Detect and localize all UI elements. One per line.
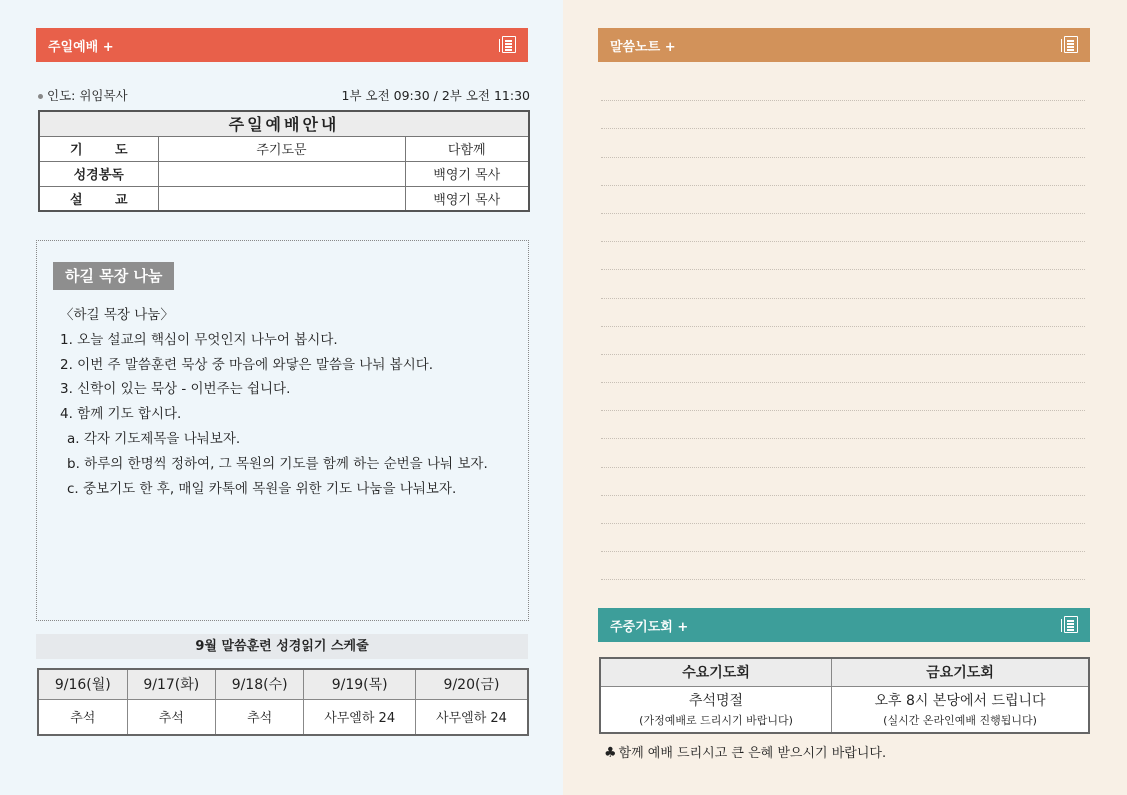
table-row bbox=[39, 186, 529, 211]
table-row bbox=[38, 699, 528, 735]
prayer-main-text: 오후 8시 본당에서 드립니다 bbox=[874, 693, 1046, 710]
group-sharing-tag: 하길 목장 나눔 bbox=[53, 262, 174, 290]
schedule-reading: 추석 bbox=[215, 699, 303, 735]
table-row bbox=[600, 658, 1089, 686]
sermon-notes-title: 말씀노트 + bbox=[610, 39, 676, 55]
service-info bbox=[38, 86, 530, 104]
note-line bbox=[601, 383, 1085, 411]
note-line bbox=[601, 158, 1085, 186]
note-line bbox=[601, 186, 1085, 214]
order-label: 성경봉독 bbox=[39, 161, 158, 186]
note-line bbox=[601, 299, 1085, 327]
order-content bbox=[158, 186, 405, 211]
leader-text: 인도: 위임목사 bbox=[47, 88, 128, 103]
service-times: 1부 오전 09:30 / 2부 오전 11:30 bbox=[341, 88, 530, 103]
order-label: 기 도 bbox=[39, 136, 158, 161]
schedule-title: 9월 말씀훈련 성경읽기 스케줄 bbox=[36, 634, 528, 659]
prayer-column-header: 금요기도회 bbox=[832, 658, 1089, 686]
table-row bbox=[600, 686, 1089, 733]
schedule-day: 9/19(목) bbox=[304, 669, 416, 699]
order-person: 백영기 목사 bbox=[405, 186, 529, 211]
order-label: 설 교 bbox=[39, 186, 158, 211]
list-item: 4. 함께 기도 합시다. bbox=[60, 406, 182, 423]
note-line bbox=[601, 327, 1085, 355]
note-line bbox=[601, 101, 1085, 129]
prayer-column-header: 수요기도회 bbox=[600, 658, 832, 686]
order-person: 다함께 bbox=[405, 136, 529, 161]
note-line bbox=[601, 214, 1085, 242]
schedule-day: 9/20(금) bbox=[416, 669, 529, 699]
list-item: b. 하루의 한명씩 정하여, 그 목원의 기도를 함께 하는 순번을 나눠 보자. bbox=[67, 455, 488, 472]
sunday-worship-title: 주일예배 + bbox=[48, 39, 114, 55]
list-item: 1. 오늘 설교의 핵심이 무엇인지 나누어 봅시다. bbox=[60, 331, 338, 348]
note-line bbox=[601, 242, 1085, 270]
closing-text: 함께 예배 드리시고 큰 은혜 받으시기 바랍니다. bbox=[618, 746, 887, 761]
weekday-prayer-title: 주중기도회 + bbox=[610, 619, 689, 635]
note-line bbox=[601, 129, 1085, 157]
note-line bbox=[601, 270, 1085, 298]
prayer-meeting-table bbox=[599, 657, 1090, 734]
note-line bbox=[601, 439, 1085, 467]
note-line bbox=[601, 73, 1085, 101]
table-row bbox=[39, 161, 529, 186]
prayer-main-text: 추석명절 bbox=[688, 693, 744, 710]
note-line bbox=[601, 468, 1085, 496]
list-item: 〈하길 목장 나눔〉 bbox=[60, 307, 174, 323]
document-icon[interactable] bbox=[1064, 616, 1078, 633]
note-line bbox=[601, 524, 1085, 552]
document-icon[interactable] bbox=[1064, 36, 1078, 53]
bullet-icon bbox=[38, 94, 43, 99]
order-content: 주기도문 bbox=[158, 136, 405, 161]
list-item: 3. 신학이 있는 묵상 - 이번주는 쉽니다. bbox=[60, 381, 291, 398]
note-line bbox=[601, 355, 1085, 383]
schedule-reading: 추석 bbox=[38, 699, 127, 735]
note-line bbox=[601, 411, 1085, 439]
note-line bbox=[601, 496, 1085, 524]
schedule-reading: 사무엘하 24 bbox=[416, 699, 529, 735]
prayer-sub-text: (실시간 온라인예배 진행됩니다) bbox=[883, 714, 1037, 728]
weekday-prayer-header[interactable] bbox=[598, 608, 1090, 642]
schedule-day: 9/18(수) bbox=[215, 669, 303, 699]
order-title: 주일예배안내 bbox=[39, 111, 529, 136]
note-lines[interactable] bbox=[601, 73, 1085, 580]
list-item: c. 중보기도 한 후, 매일 카톡에 목원을 위한 기도 나눔을 나눠보자. bbox=[67, 480, 457, 497]
schedule-reading: 사무엘하 24 bbox=[304, 699, 416, 735]
prayer-cell bbox=[832, 686, 1089, 733]
club-icon: ♣ bbox=[604, 745, 617, 761]
note-line bbox=[601, 552, 1085, 580]
schedule-reading: 추석 bbox=[127, 699, 215, 735]
list-item: 2. 이번 주 말씀훈련 묵상 중 마음에 와닿은 말씀을 나눠 봅시다. bbox=[60, 356, 434, 373]
prayer-cell bbox=[600, 686, 832, 733]
document-icon[interactable] bbox=[502, 36, 516, 53]
order-content bbox=[158, 161, 405, 186]
sermon-notes-header[interactable] bbox=[598, 28, 1090, 62]
group-sharing-list bbox=[60, 303, 488, 501]
sunday-worship-header[interactable] bbox=[36, 28, 528, 62]
list-item: a. 각자 기도제목을 나눠보자. bbox=[67, 430, 241, 447]
closing-message bbox=[604, 742, 886, 761]
table-row bbox=[39, 136, 529, 161]
worship-order-table bbox=[38, 110, 530, 212]
table-row bbox=[38, 669, 528, 699]
group-sharing-box bbox=[36, 240, 529, 621]
schedule-day: 9/16(월) bbox=[38, 669, 127, 699]
order-person: 백영기 목사 bbox=[405, 161, 529, 186]
schedule-day: 9/17(화) bbox=[127, 669, 215, 699]
prayer-sub-text: (가정예배로 드리시기 바랍니다) bbox=[639, 714, 793, 728]
reading-schedule-table bbox=[37, 668, 529, 736]
